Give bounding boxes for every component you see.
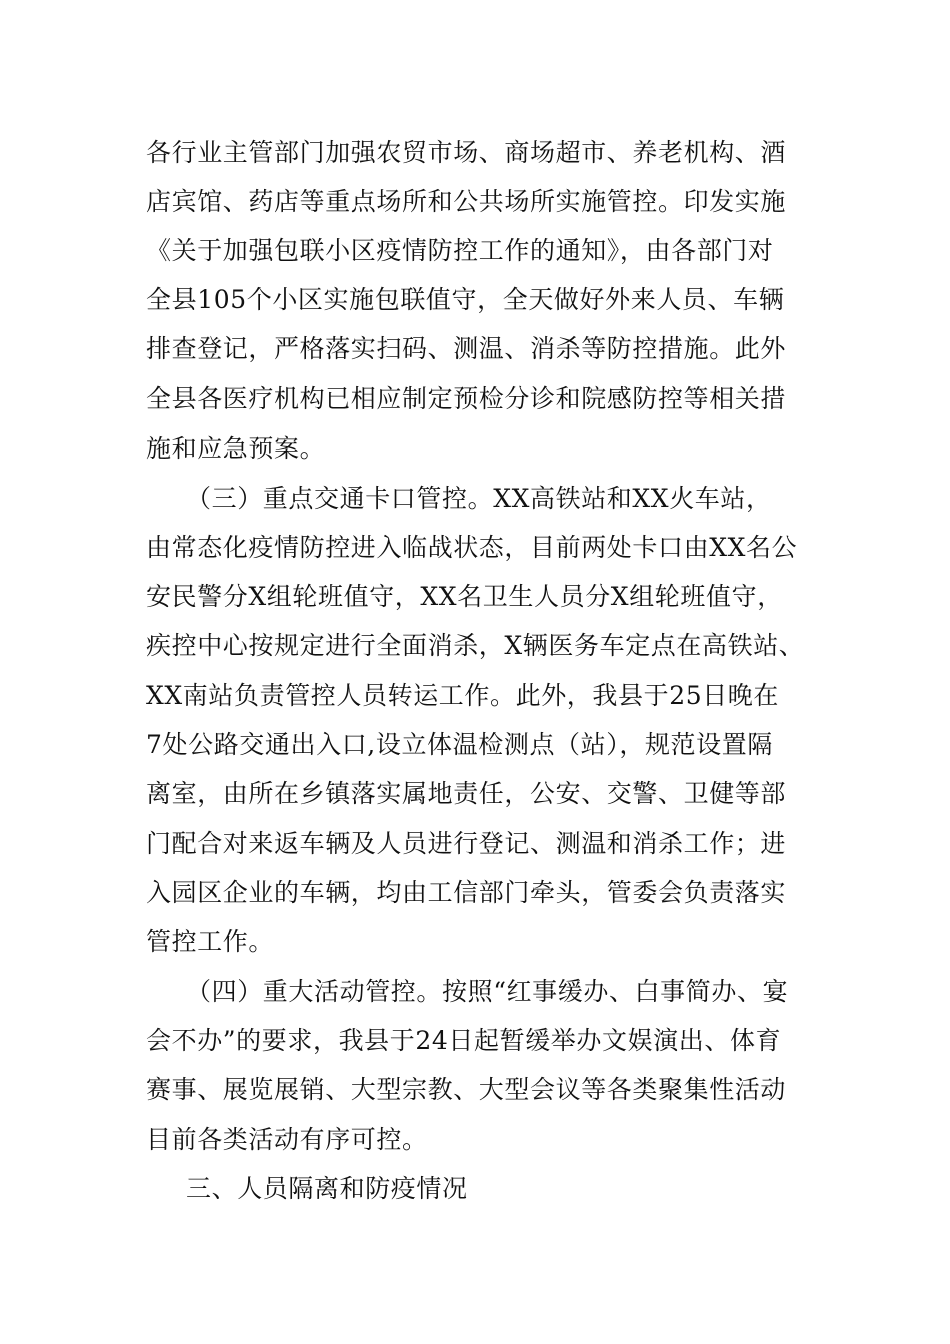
- paragraph-line: 门配合对来返车辆及人员进行登记、测温和消杀工作；进: [146, 829, 787, 858]
- paragraph-line: 《关于加强包联小区疫情防控工作的通知》，由各部门对: [146, 236, 774, 265]
- paragraph-line: 施和应急预案。: [146, 434, 326, 463]
- paragraph-line: 离室，由所在乡镇落实属地责任，公安、交警、卫健等部: [146, 779, 787, 808]
- paragraph-line: 管控工作。: [146, 927, 275, 956]
- paragraph-line: 各行业主管部门加强农贸市场、商场超市、养老机构、酒: [146, 138, 787, 167]
- paragraph-line: 赛事、展览展销、大型宗教、大型会议等各类聚集性活动: [146, 1075, 787, 1104]
- paragraph-line: 全县各医疗机构已相应制定预检分诊和院感防控等相关措: [146, 384, 787, 413]
- paragraph-line: XX南站负责管控人员转运工作。此外，我县于25日晚在: [146, 681, 780, 710]
- paragraph-line: 排查登记，严格落实扫码、测温、消杀等防控措施。此外: [146, 334, 787, 363]
- section-heading-3: （三）重点交通卡口管控。XX高铁站和XX火车站，: [186, 484, 772, 513]
- paragraph-line: 疾控中心按规定进行全面消杀，X辆医务车定点在高铁站、: [146, 631, 805, 660]
- section-heading-4: （四）重大活动管控。按照“红事缓办、白事简办、宴: [186, 977, 789, 1006]
- paragraph-line: 全县105个小区实施包联值守，全天做好外来人员、车辆: [146, 285, 785, 314]
- paragraph-line: 店宾馆、药店等重点场所和公共场所实施管控。印发实施: [146, 187, 787, 216]
- paragraph-line: 入园区企业的车辆，均由工信部门牵头，管委会负责落实: [146, 878, 787, 907]
- paragraph-line: 会不办”的要求，我县于24日起暂缓举办文娱演出、体育: [146, 1026, 782, 1055]
- paragraph-line: 由常态化疫情防控进入临战状态，目前两处卡口由XX名公: [146, 533, 798, 562]
- paragraph-line: 安民警分X组轮班值守，XX名卫生人员分X组轮班值守，: [146, 582, 783, 611]
- paragraph-line: 7处公路交通出入口,设立体温检测点（站），规范设置隔: [146, 730, 773, 759]
- paragraph-line: 目前各类活动有序可控。: [146, 1125, 428, 1154]
- section-heading-three: 三、人员隔离和防疫情况: [186, 1174, 468, 1203]
